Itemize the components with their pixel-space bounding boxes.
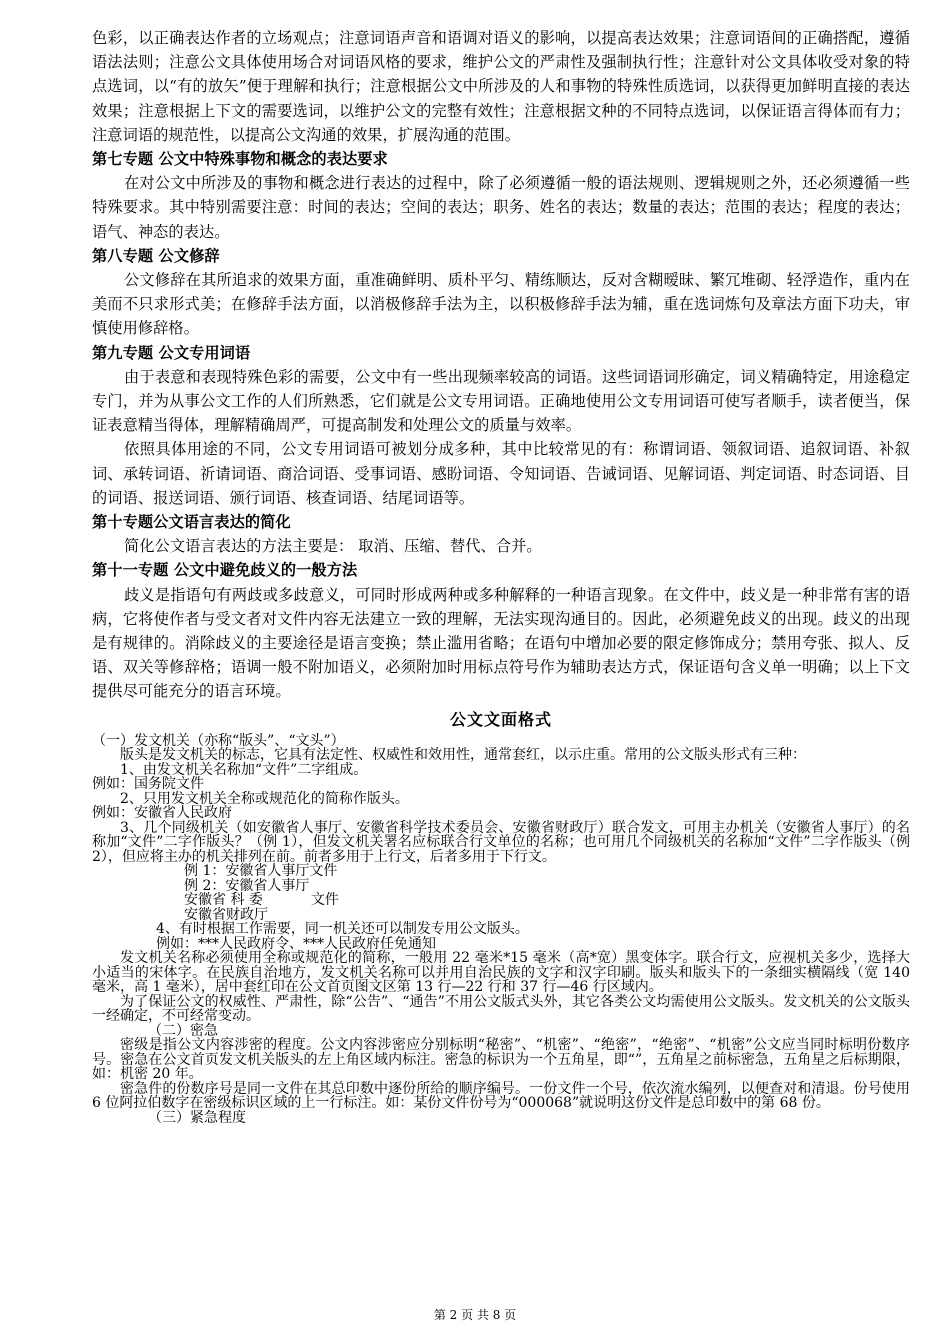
list-item: 2、只用发文机关全称或规范化的简称作版头。 <box>120 790 409 807</box>
page-footer: 第 2 页 共 8 页 <box>433 1308 517 1322</box>
list-item: 3、几个同级机关（如安徽省人事厅、安徽省科学技术委员会、安徽省财政厅）联合发文，可用主办机关（安徽省人事厅）的名称加“文件”二字作版头？（例 1），但发文机关署名应标联合行文单位的名称；也可用几个同级机关的名称加“文件”二字作版头（例 2），但应将主办的机关排列在前。前者多用于上行文，后者多用于下行文。 <box>92 819 910 865</box>
example-line: 例 2：安徽省人事厅 <box>184 877 310 894</box>
example-suffix: 文件 <box>310 892 339 909</box>
example-line: 安徽省财政厅 <box>184 906 268 923</box>
subsection-heading: （二）密急 <box>148 1022 218 1039</box>
paragraph: 为了保证公文的权威性、严肃性，除“公告”、“通告”不用公文版式头外，其它各类公文均需使用公文版头。发文机关的公文版头一经确定，不可经常变动。 <box>92 993 910 1025</box>
paragraph: 色彩，以正确表达作者的立场观点；注意词语声音和语调对语义的影响，以提高表达效果；注意词语间的正确搭配，遵循语法法则；注意公文具体使用场合对词语风格的要求，维护公文的严肃性及强制执行性；注意针对公文具体收受对象的特点选词，以“有的放矢”便于理解和执行；注意根据公文中所涉及的人和事物的特殊性质选词，以获得更加鲜明直接的表达效果；注意根据上下文的需要选词，以维护公文的完整有效性；注意根据文种的不同特点选词，以保证语言得体而有力；注意词语的规范性，以提高公文沟通的效果，扩展沟通的范围。 <box>92 29 910 144</box>
heading-topic-9: 第九专题 公文专用词语 <box>92 343 251 362</box>
paragraph: 由于表意和表现特殊色彩的需要，公文中有一些出现频率较高的词语。这些词语词形确定，词义精确特定，用途稳定专门，并为从事公文工作的人们所熟悉，它们就是公文专用词语。正确地使用公文专用词语可使写者顺手，读者便当，保证表意精当得体，理解精确周严，可提高制发和处理公文的质量与效率。 <box>92 367 910 435</box>
paragraph: 密级是指公文内容涉密的程度。公文内容涉密应分别标明“秘密”、“机密”、“绝密”，“绝密”、“机密”公文应当同时标明份数序号。密急在公文首页发文机关版头的左上角区域内标注。密急的标识为一个五角星，即“”，五角星之前标密急，五角星之后标期限，如：机密 20 年。 <box>92 1037 910 1083</box>
example-line: 例如：安徽省人民政府 <box>92 805 232 822</box>
subsection-heading: （一）发文机关（亦称“版头”、“文头”） <box>92 732 345 749</box>
example-org: 安徽省 科 委 <box>184 892 263 909</box>
heading-topic-7: 第七专题 公文中特殊事物和概念的表达要求 <box>92 150 388 169</box>
heading-topic-10: 第十专题公文语言表达的简化 <box>92 513 291 532</box>
paragraph: 歧义是指语句有两歧或多歧意义，可同时形成两种或多种解释的一种语言现象。在文件中，歧义是一种非常有害的语病，它将使作者与受文者对文件内容无法建立一致的理解，无法实现沟通目的。因此，必须避免歧义的出现。歧义的出现是有规律的。消除歧义的主要途径是语言变换；禁止滥用省略；在语句中增加必要的限定修饰成分；禁用夸张、拟人、反语、双关等修辞格；语调一般不附加语义，必须附加时用标点符号作为辅助表达方式，保证语句含义单一明确；以上下文提供尽可能充分的语言环境。 <box>92 585 910 701</box>
topics-section <box>92 26 910 704</box>
paragraph: 密急件的份数序号是同一文件在其总印数中逐份所给的顺序编号。一份文件一个号，依次流水编列，以便查对和清退。份号使用 6 位阿拉伯数字在密级标识区域的上一行标注。如：某份文件份号为“000068”就说明这份文件是总印数中的第 68 份。 <box>92 1080 910 1112</box>
document-page <box>92 26 910 1125</box>
subsection-heading: （三）紧急程度 <box>148 1109 246 1126</box>
paragraph: 依照具体用途的不同，公文专用词语可被划分成多种，其中比较常见的有：称谓词语、领叙词语、追叙词语、补叙词、承转词语、祈请词语、商洽词语、受事词语、感盼词语、令知词语、告诫词语、见解词语、判定词语、时态词语、目的词语、报送词语、颁行词语、核查词语、结尾词语等。 <box>92 440 910 507</box>
paragraph: 版头是发文机关的标志，它具有法定性、权威性和效用性，通常套红，以示庄重。常用的公文版头形式有三种： <box>120 747 806 764</box>
heading-topic-11: 第十一专题 公文中避免歧义的一般方法 <box>92 561 358 580</box>
example-line: 例 1：安徽省人事厅文件 <box>184 863 338 880</box>
heading-topic-8: 第八专题 公文修辞 <box>92 246 220 265</box>
example-line <box>92 893 910 908</box>
example-line: 例如：***人民政府令、***人民政府任免通知 <box>156 935 436 952</box>
paragraph: 简化公文语言表达的方法主要是： 取消、压缩、替代、合并。 <box>124 537 542 556</box>
example-line: 例如：国务院文件 <box>92 776 204 793</box>
paragraph: 发文机关名称必须使用全称或规范化的简称，一般用 22 毫米*15 毫米（高*宽）黑变体字。联合行文，应视机关多少，选择大小适当的宋体字。在民族自治地方，发文机关名称可以并用自治民族的文字和汉字印刷。版头和版头下的一条细实横隔线（宽 140 毫米，高 1 毫米），居中套红印在公文首页图文区第 13 行—22 行和 37 行—46 行区域内。 <box>92 950 910 996</box>
paragraph: 公文修辞在其所追求的效果方面，重准确鲜明、质朴平匀、精练顺达，反对含糊暧昧、繁冗堆砌、轻浮造作，重内在美而不只求形式美；在修辞手法方面，以消极修辞手法为主，以积极修辞手法为辅，重在选词炼句及章法方面下功夫，审慎使用修辞格。 <box>92 271 910 338</box>
list-item: 4、有时根据工作需要，同一机关还可以制发专用公文版头。 <box>156 921 529 938</box>
paragraph: 在对公文中所涉及的事物和概念进行表达的过程中，除了必须遵循一般的语法规则、逻辑规则之外，还必须遵循一些特殊要求。其中特别需要注意：时间的表达；空间的表达；职务、姓名的表达；数量的表达；范围的表达；程度的表达；语气、神态的表达。 <box>92 174 910 241</box>
format-section <box>92 734 910 1126</box>
section-title: 公文文面格式 <box>449 709 552 729</box>
list-item: 1、由发文机关名称加“文件”二字组成。 <box>120 761 368 778</box>
